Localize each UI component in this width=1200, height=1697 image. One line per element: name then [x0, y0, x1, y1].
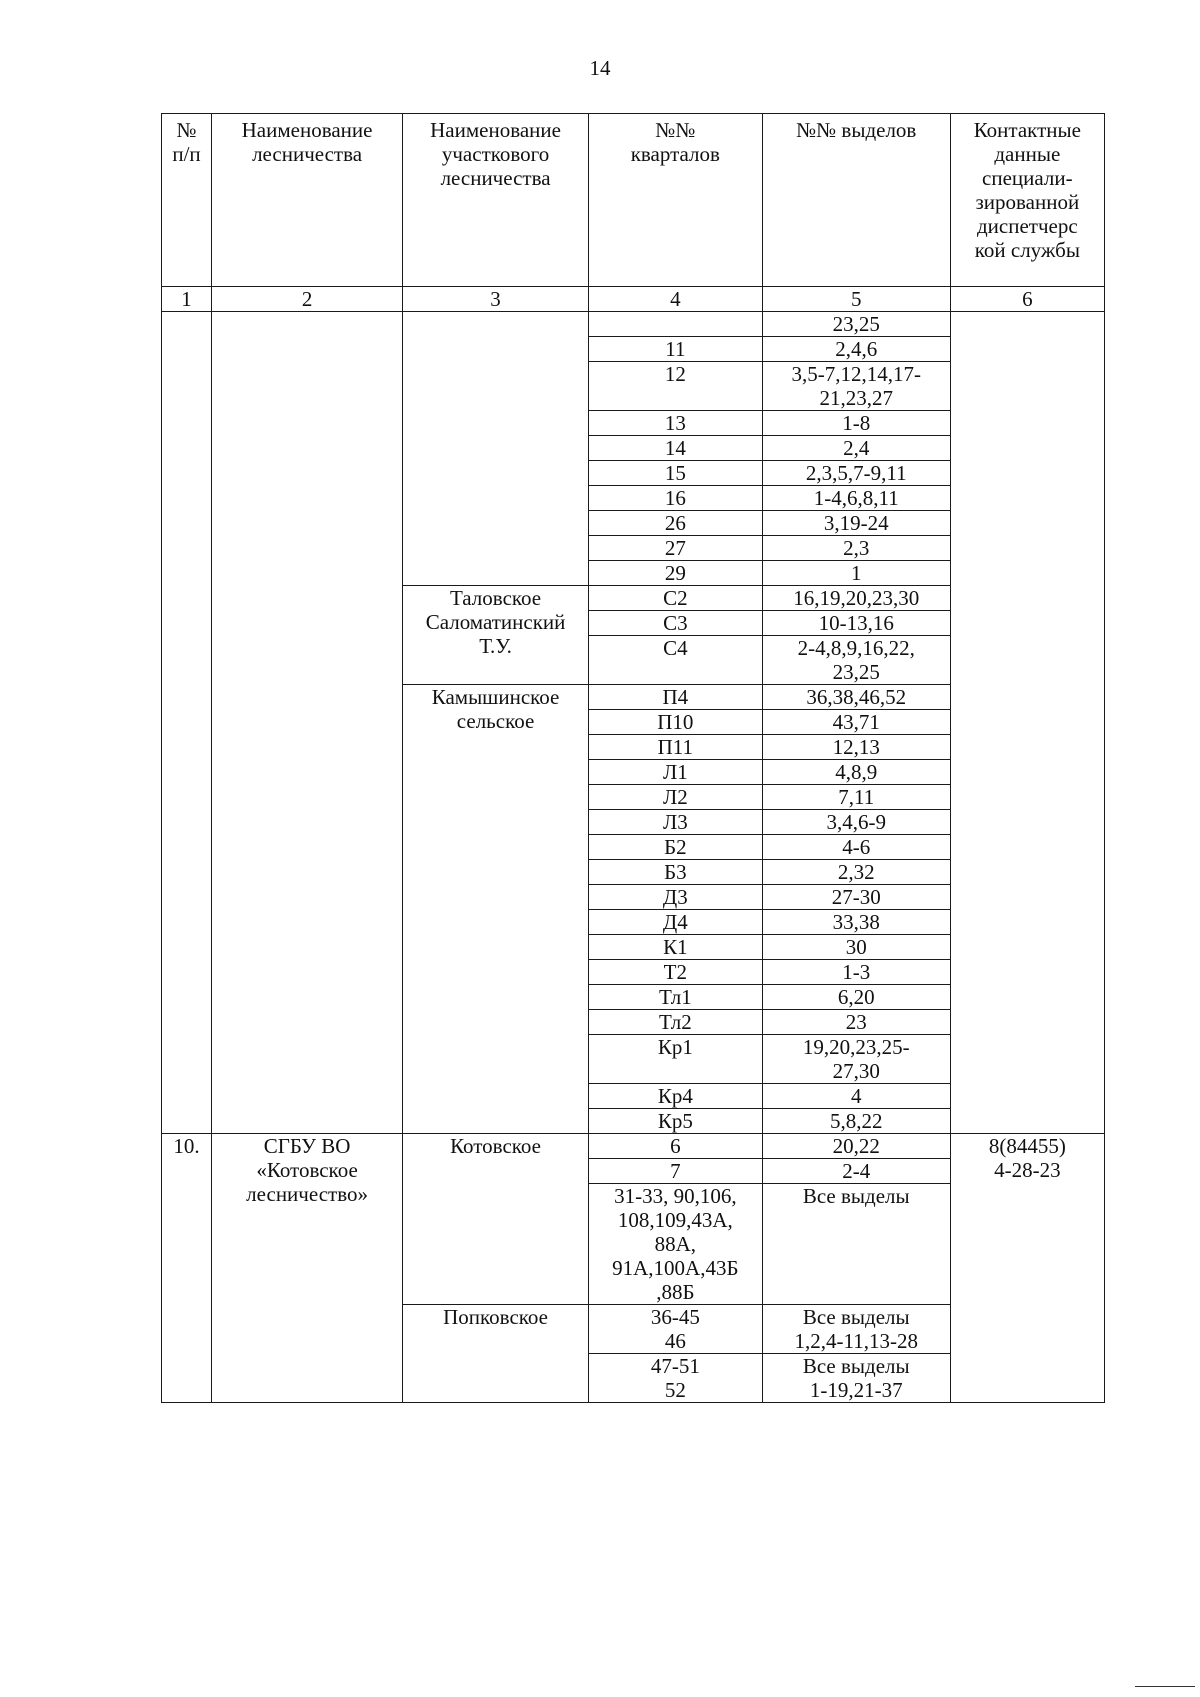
- quarter-cell: Кр1: [588, 1035, 762, 1084]
- quarter-cell: Т2: [588, 960, 762, 985]
- scan-edge-line: [1135, 1686, 1195, 1687]
- quarter-cell: 36-45 46: [588, 1305, 762, 1354]
- column-number: 5: [762, 287, 950, 312]
- column-number: 6: [950, 287, 1104, 312]
- forestry-name-cell: СГБУ ВО «Котовское лесничество»: [211, 1134, 402, 1403]
- forestry-table: [161, 113, 1105, 1403]
- allotment-cell: 27-30: [762, 885, 950, 910]
- allotment-cell: 4,8,9: [762, 760, 950, 785]
- quarter-cell: 12: [588, 362, 762, 411]
- quarter-cell: 6: [588, 1134, 762, 1159]
- allotment-cell: 36,38,46,52: [762, 685, 950, 710]
- quarter-cell: Б3: [588, 860, 762, 885]
- quarter-cell: 27: [588, 536, 762, 561]
- table-row: [162, 1134, 1105, 1159]
- quarter-cell: Кр4: [588, 1084, 762, 1109]
- district-name-cell: Камышинское сельское: [403, 685, 589, 1134]
- quarter-cell: 15: [588, 461, 762, 486]
- column-number: 3: [403, 287, 589, 312]
- allotment-cell: 2,3: [762, 536, 950, 561]
- allotment-cell: 2,4: [762, 436, 950, 461]
- header-contacts: Контактные данные специали- зированной диспетчерс кой службы: [950, 114, 1104, 287]
- allotment-cell: 6,20: [762, 985, 950, 1010]
- allotment-cell: 23: [762, 1010, 950, 1035]
- allotment-cell: 12,13: [762, 735, 950, 760]
- allotment-cell: 33,38: [762, 910, 950, 935]
- allotment-cell: Все выделы: [762, 1184, 950, 1305]
- row-number-cell: 10.: [162, 1134, 212, 1403]
- allotment-cell: Все выделы 1-19,21-37: [762, 1354, 950, 1403]
- allotment-cell: 43,71: [762, 710, 950, 735]
- header-number: № п/п: [162, 114, 212, 287]
- quarter-cell: С4: [588, 636, 762, 685]
- quarter-cell: П4: [588, 685, 762, 710]
- allotment-cell: 1-3: [762, 960, 950, 985]
- district-name-cell: Таловское Саломатинский Т.У.: [403, 586, 589, 685]
- quarter-cell: П11: [588, 735, 762, 760]
- allotment-cell: 3,5-7,12,14,17- 21,23,27: [762, 362, 950, 411]
- quarter-cell: 7: [588, 1159, 762, 1184]
- quarter-cell: Б2: [588, 835, 762, 860]
- quarter-cell: 13: [588, 411, 762, 436]
- quarter-cell: Л1: [588, 760, 762, 785]
- header-forestry-name: Наименование лесничества: [211, 114, 402, 287]
- allotment-cell: 19,20,23,25- 27,30: [762, 1035, 950, 1084]
- quarter-cell: [588, 312, 762, 337]
- allotment-cell: 2-4: [762, 1159, 950, 1184]
- allotment-cell: 4-6: [762, 835, 950, 860]
- quarter-cell: Л3: [588, 810, 762, 835]
- quarter-cell: 31-33, 90,106, 108,109,43А, 88А, 91А,100А,43Б ,88Б: [588, 1184, 762, 1305]
- allotment-cell: 16,19,20,23,30: [762, 586, 950, 611]
- allotment-cell: 30: [762, 935, 950, 960]
- contact-cell: 8(84455) 4-28-23: [950, 1134, 1104, 1403]
- allotment-cell: 2,3,5,7-9,11: [762, 461, 950, 486]
- header-quarters: №№ кварталов: [588, 114, 762, 287]
- allotment-cell: 1-4,6,8,11: [762, 486, 950, 511]
- column-number: 4: [588, 287, 762, 312]
- quarter-cell: Тл1: [588, 985, 762, 1010]
- quarter-cell: П10: [588, 710, 762, 735]
- quarter-cell: 47-51 52: [588, 1354, 762, 1403]
- allotment-cell: 4: [762, 1084, 950, 1109]
- allotment-cell: 23,25: [762, 312, 950, 337]
- allotment-cell: Все выделы 1,2,4-11,13-28: [762, 1305, 950, 1354]
- allotment-cell: 20,22: [762, 1134, 950, 1159]
- allotment-cell: 5,8,22: [762, 1109, 950, 1134]
- column-number: 2: [211, 287, 402, 312]
- quarter-cell: 29: [588, 561, 762, 586]
- header-allotments: №№ выделов: [762, 114, 950, 287]
- header-district-name: Наименование участкового лесничества: [403, 114, 589, 287]
- allotment-cell: 3,4,6-9: [762, 810, 950, 835]
- quarter-cell: С2: [588, 586, 762, 611]
- quarter-cell: Кр5: [588, 1109, 762, 1134]
- table-header-row: [162, 114, 1105, 287]
- column-number: 1: [162, 287, 212, 312]
- allotment-cell: 1: [762, 561, 950, 586]
- district-name-cell: Котовское: [403, 1134, 589, 1305]
- row-number-cell: [162, 312, 212, 1134]
- allotment-cell: 10-13,16: [762, 611, 950, 636]
- column-number-row: [162, 287, 1105, 312]
- allotment-cell: 2,4,6: [762, 337, 950, 362]
- quarter-cell: 26: [588, 511, 762, 536]
- quarter-cell: 11: [588, 337, 762, 362]
- contact-cell: [950, 312, 1104, 1134]
- quarter-cell: Д3: [588, 885, 762, 910]
- quarter-cell: 16: [588, 486, 762, 511]
- district-name-cell: Попковское: [403, 1305, 589, 1403]
- quarter-cell: Д4: [588, 910, 762, 935]
- forestry-name-cell: [211, 312, 402, 1134]
- allotment-cell: 1-8: [762, 411, 950, 436]
- allotment-cell: 3,19-24: [762, 511, 950, 536]
- quarter-cell: Л2: [588, 785, 762, 810]
- allotment-cell: 7,11: [762, 785, 950, 810]
- quarter-cell: К1: [588, 935, 762, 960]
- quarter-cell: 14: [588, 436, 762, 461]
- allotment-cell: 2-4,8,9,16,22, 23,25: [762, 636, 950, 685]
- table-row: [162, 312, 1105, 337]
- quarter-cell: С3: [588, 611, 762, 636]
- district-name-cell: [403, 312, 589, 586]
- page-number: 14: [589, 56, 611, 80]
- quarter-cell: Тл2: [588, 1010, 762, 1035]
- allotment-cell: 2,32: [762, 860, 950, 885]
